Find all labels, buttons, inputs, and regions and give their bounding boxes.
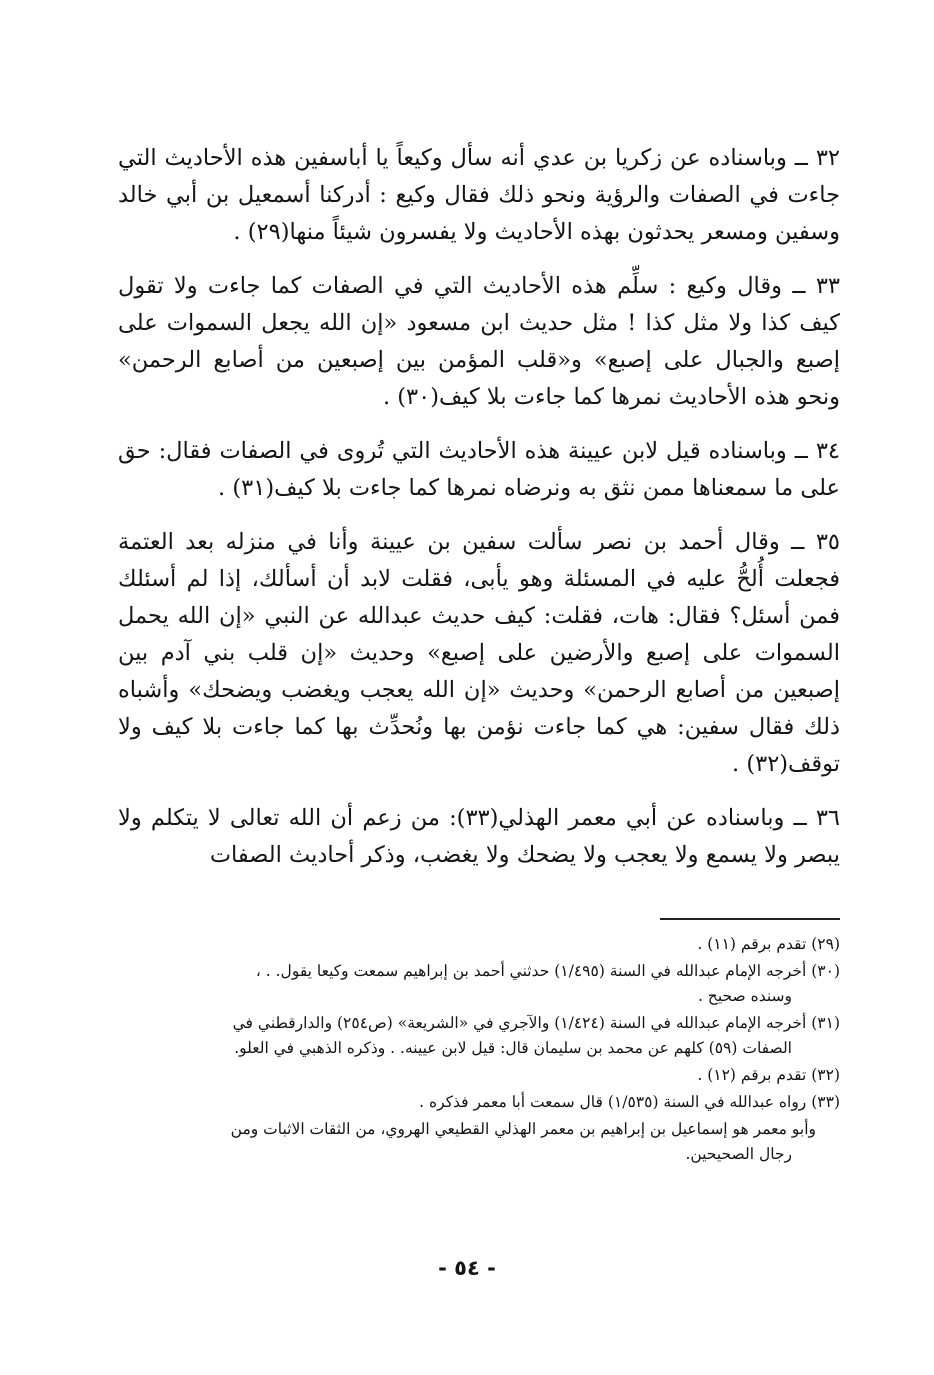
- footnote-text: (٣٣) رواه عبدالله في السنة (١/٥٣٥) قال سمعت أبا معمر فذكره .: [419, 1093, 840, 1111]
- footnote-32: [110, 1063, 840, 1088]
- footnote-30: [110, 959, 840, 1009]
- paragraph-text: ــ وباسناده قيل لابن عيينة هذه الأحاديث التي تُروى في الصفات فقال: حق على ما سمعناها ممن نثق به ونرضاه نمرها كما جاءت بلا كيف(٣١) .: [118, 438, 840, 501]
- paragraph-number: ٣٤: [815, 438, 841, 464]
- footnote-33-note: [110, 1117, 840, 1167]
- paragraph-36: [118, 800, 840, 874]
- footnote-29: [110, 932, 840, 957]
- paragraph-33: [118, 268, 840, 416]
- paragraph-text: ــ وباسناده عن أبي معمر الهذلي(٣٣): من زعم أن الله تعالى لا يتكلم ولا يبصر ولا يسمع ولا يعجب ولا يضحك ولا يغضب، وذكر أحاديث الصفات: [118, 805, 840, 868]
- paragraph-text: ــ وقال وكيع : سلِّم هذه الأحاديث التي في الصفات كما جاءت ولا تقول كيف كذا ولا مثل كذا ! مثل حديث ابن مسعود «إن الله يجعل السموات على إصبع والجبال على إصبع» و«قلب المؤمن بين إصبعين من أصابع الرحمن» ونحو هذه الأحاديث نمرها كما جاءت بلا كيف(٣٠) .: [118, 273, 840, 410]
- paragraph-text: ــ وباسناده عن زكريا بن عدي أنه سأل وكيعاً يا أباسفين هذه الأحاديث التي جاءت في الصفات والرؤية ونحو ذلك فقال وكيع : أدركنا أسمعيل بن أبي خالد وسفين ومسعر يحدثون بهذه الأحاديث ولا يفسرون شيئاً منها(٢٩) .: [118, 145, 840, 245]
- footnote-text: (٢٩) تقدم برقم (١١) .: [697, 935, 840, 953]
- main-text: [118, 140, 840, 891]
- page-number: - ٥٤ -: [438, 1256, 496, 1280]
- footnote-continuation: وسنده صحيح .: [697, 987, 792, 1005]
- paragraph-text: ــ وقال أحمد بن نصر سألت سفين بن عيينة وأنا في منزله بعد العتمة فجعلت أُلحُّ عليه في المسئلة وهو يأبى، فقلت لابد أن أسألك، إذا لم أسئلك فمن أسئل؟ فقال: هات، فقلت: كيف حديث عبدالله عن النبي «إن الله يحمل السموات على إصبع والأرضين على إصبع» وحديث «إن قلب بني آدم بين إصبعين من أصابع الرحمن» وحديث «إن الله يعجب ويغضب ويضحك» وأشباه ذلك فقال سفين: هي كما جاءت نؤمن بها ونُحدِّث بها كما جاءت بلا كيف ولا توقف(٣٢) .: [118, 529, 840, 777]
- footnote-text: (٣٠) أخرجه الإمام عبدالله في السنة (١/٤٩٥) حدثني أحمد بن إبراهيم سمعت وكيعا يقول. . ،: [255, 962, 840, 980]
- paragraph-32: [118, 140, 840, 251]
- paragraph-number: ٣٦: [815, 805, 840, 831]
- paragraph-number: ٣٣: [815, 273, 840, 299]
- footnote-continuation: الصفات (٥٩) كلهم عن محمد بن سليمان قال: قيل لابن عيينه. . وذكره الذهبي في العلو.: [234, 1039, 792, 1057]
- paragraph-number: ٣٥: [815, 529, 840, 555]
- paragraph-number: ٣٢: [815, 145, 840, 171]
- footnote-text: وأبو معمر هو إسماعيل بن إبراهيم بن معمر الهذلي القطيعي الهروي، من الثقات الاثبات ومن: [230, 1120, 816, 1138]
- paragraph-35: [118, 524, 840, 783]
- footnote-31: [110, 1011, 840, 1061]
- paragraph-34: [118, 433, 840, 507]
- footnote-text: (٣١) أخرجه الإمام عبدالله في السنة (١/٤٢٤) والآجري في «الشريعة» (ص٢٥٤) والدارقطني في: [232, 1014, 840, 1032]
- footnote-33: [110, 1090, 840, 1115]
- footnote-text: (٣٢) تقدم برقم (١٢) .: [697, 1066, 840, 1084]
- footnote-continuation: رجال الصحيحين.: [685, 1145, 792, 1163]
- footnote-separator: [660, 918, 840, 920]
- footnotes: [110, 930, 840, 1169]
